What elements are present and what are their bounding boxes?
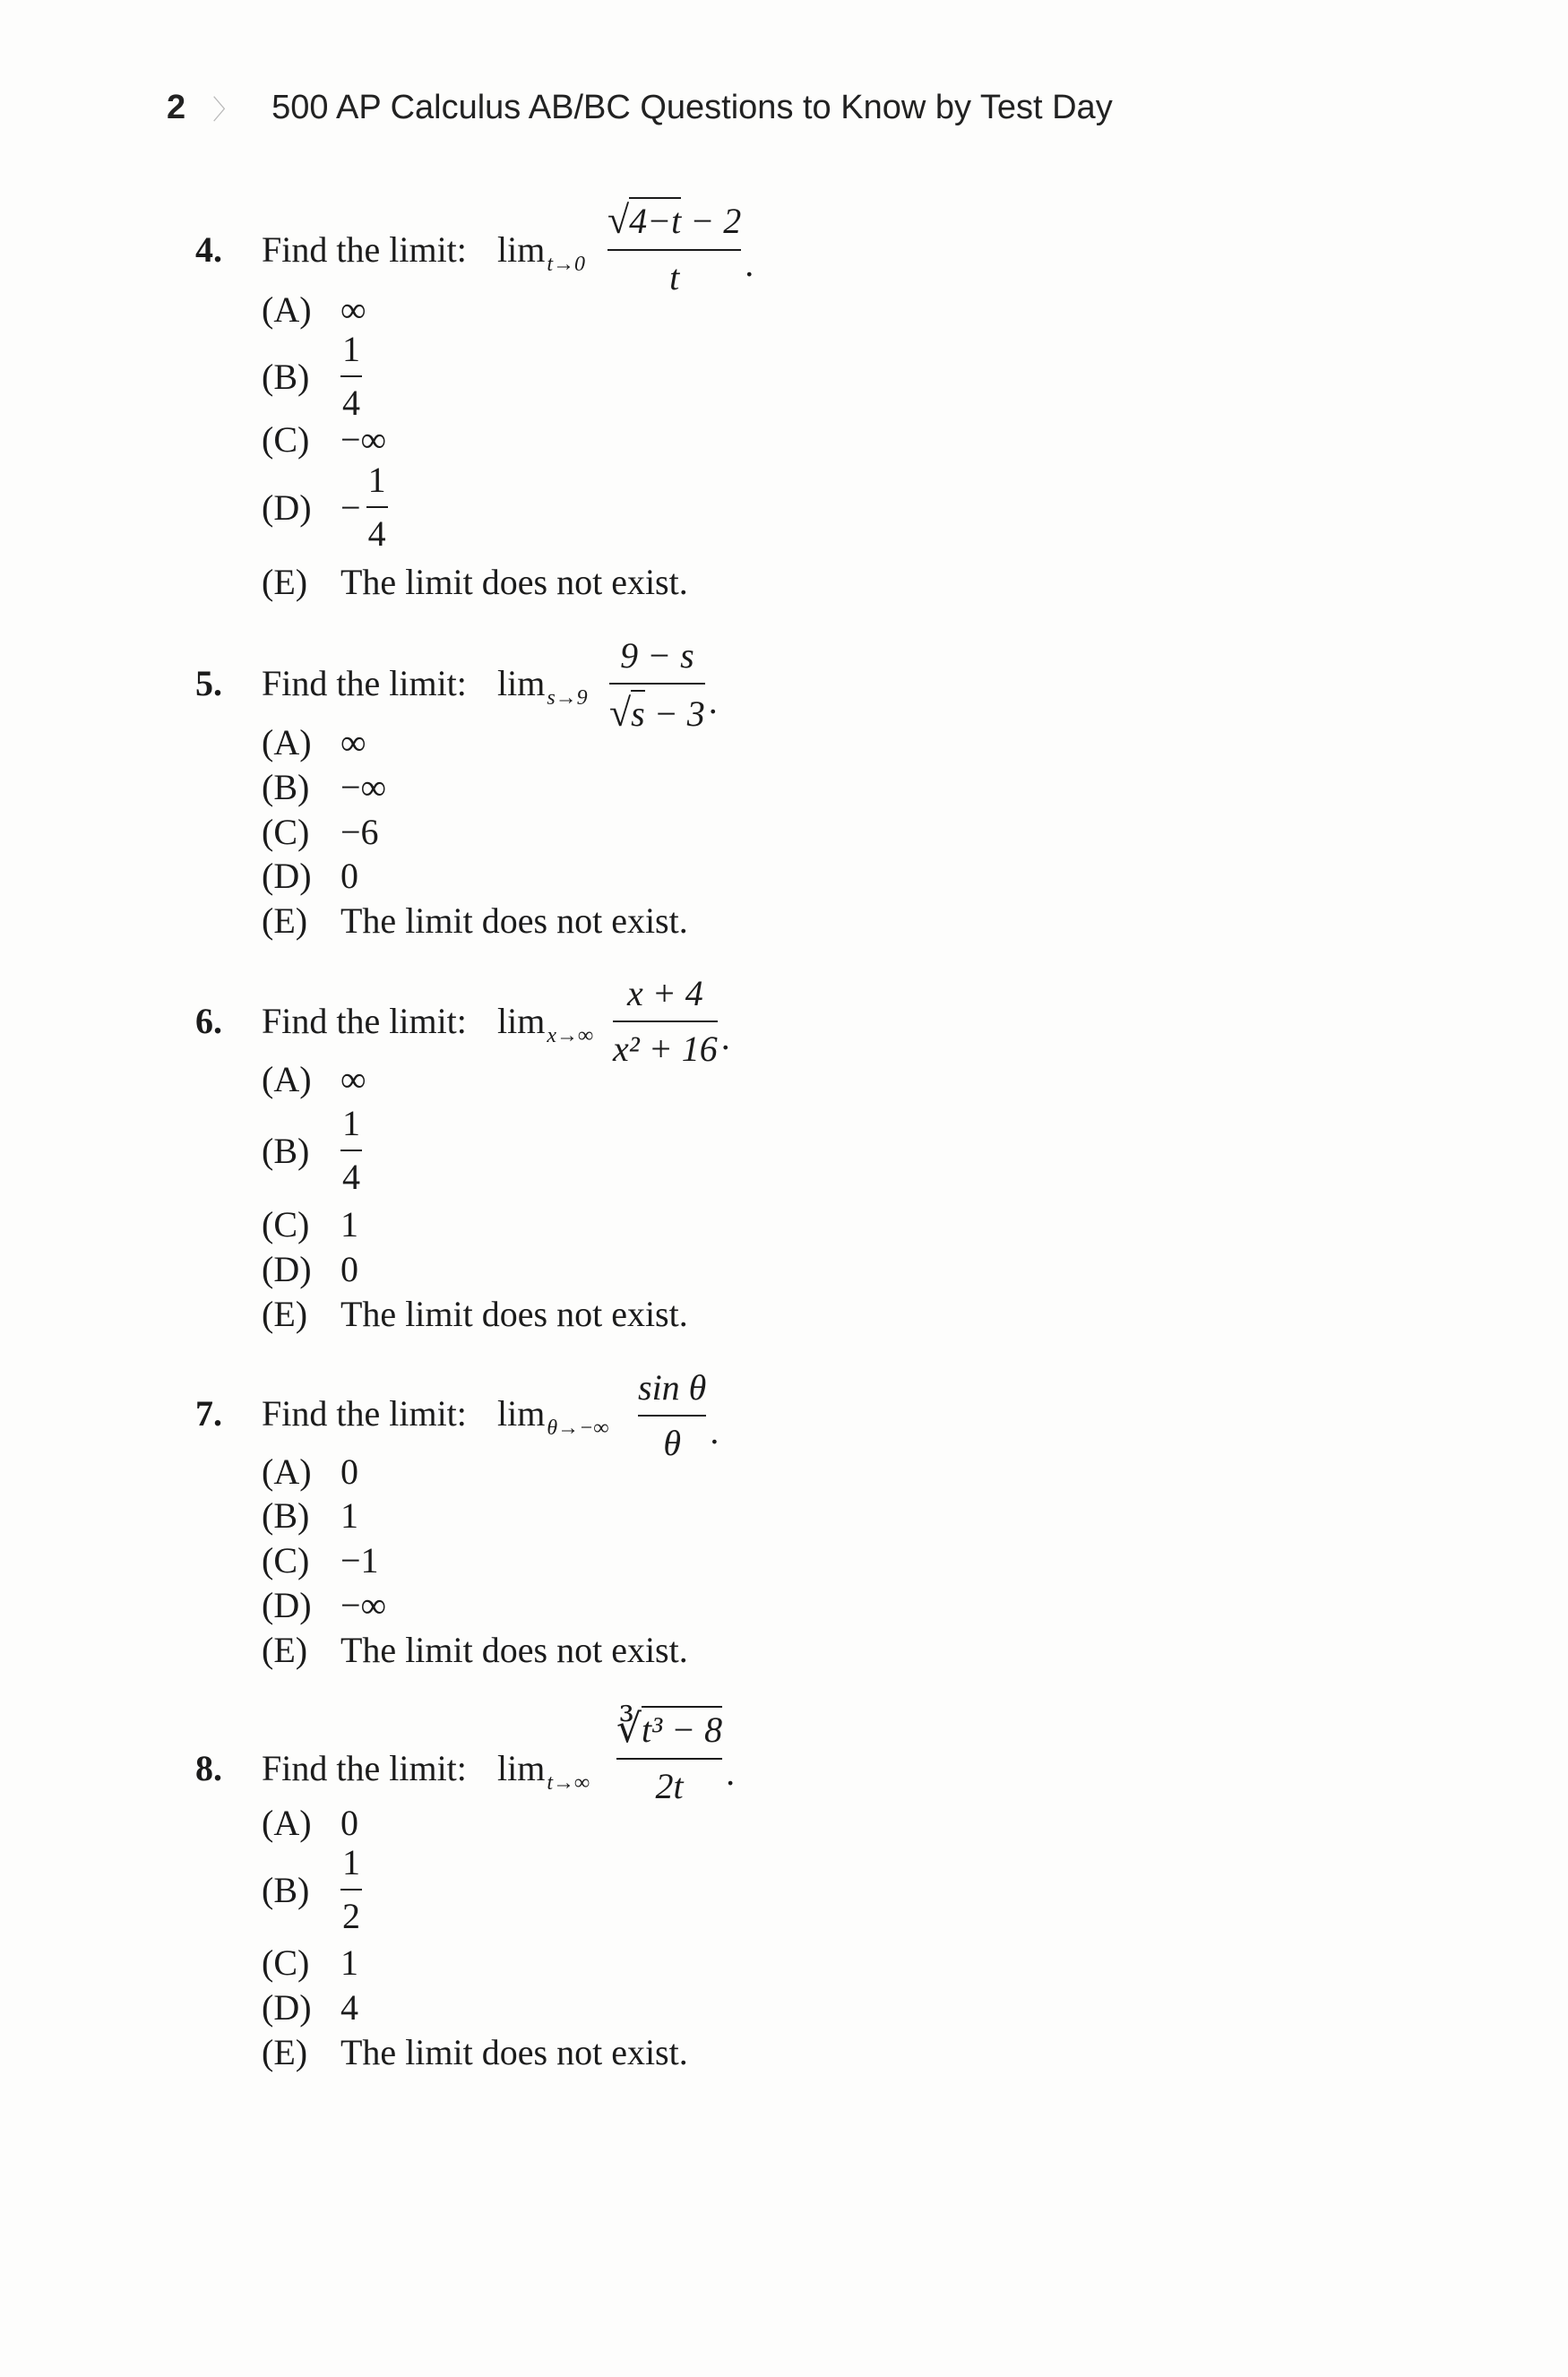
lim-label: lim [497,1001,546,1041]
fraction-bar [616,1758,722,1760]
choice-label: (B) [262,767,310,807]
page-number: 2 [167,88,186,126]
limit-fraction: 9 − s √s − 3 . [609,635,718,735]
choice-label: (A) [262,1803,312,1843]
choice-label: (E) [262,1294,308,1334]
choice-e [262,1629,688,1671]
choice-value: The limit does not exist. [340,900,688,941]
choice-a [262,721,366,763]
choice-label: (E) [262,562,308,602]
choice-fraction [340,1842,362,1936]
choice-a [262,1451,358,1493]
choice-e [262,1293,688,1335]
radicand: s [631,690,645,734]
choice-value: 1 [340,1495,358,1536]
choice-e [262,2031,688,2073]
choice-value: The limit does not exist. [340,2032,688,2072]
lim-subscript: x→∞ [547,1024,594,1047]
lim-label: lim [497,1748,546,1788]
numerator-rest: − 2 [681,201,742,241]
fraction-numerator: 9 − s [620,635,694,676]
choice-label: (A) [262,1059,312,1099]
limit-fraction: √4−t − 2 t . [607,198,754,297]
limit-expression [497,228,585,277]
lim-subscript: t→0 [547,253,586,276]
choice-c [262,1203,358,1245]
fraction-numerator: x + 4 [627,973,703,1013]
fraction-denominator: 2t [655,1766,684,1806]
choice-e [262,900,688,942]
fraction-bar [607,249,741,251]
choice-d [262,855,358,897]
choice-value: The limit does not exist. [340,1294,688,1334]
choice-e [262,561,688,603]
choice-label: (D) [262,1249,312,1289]
choice-denominator: 4 [342,1157,360,1197]
choice-c [262,811,379,853]
question-prompt: Find the limit: [262,663,467,703]
choice-a [262,289,366,331]
choice-fraction [366,462,388,552]
chevron-right-icon: 〉 [212,96,240,125]
choice-label: (A) [262,289,312,330]
lim-label: lim [497,1393,546,1434]
choice-label: (E) [262,2032,308,2072]
choice-label: (C) [262,419,310,460]
choice-b [262,1842,362,1936]
choice-b [262,1103,362,1197]
fraction-denominator: x² + 16 [613,1029,718,1069]
choice-label: (C) [262,1540,310,1580]
question-prompt: Find the limit: [262,1393,467,1434]
choice-label: (D) [262,1585,312,1625]
choice-value: −6 [340,812,379,852]
choice-value: −∞ [340,419,387,460]
choice-value: 0 [340,1803,358,1843]
radicand: 4−t [629,197,681,241]
choice-c [262,1539,379,1581]
choice-numerator: 1 [342,1103,360,1143]
choice-label: (C) [262,1204,310,1244]
fraction-bar [638,1415,706,1417]
limit-expression [497,662,588,711]
choice-label: (D) [262,487,312,528]
choice-sign: − [340,487,361,528]
question-prompt: Find the limit: [262,229,467,270]
choice-value: −∞ [340,767,387,807]
choice-value: ∞ [340,289,366,330]
choice-numerator: 1 [342,329,360,369]
choice-denominator: 2 [342,1896,360,1936]
choice-d [262,462,388,552]
choice-label: (C) [262,812,310,852]
limit-expression [497,1000,593,1048]
fraction-numerator [607,198,742,242]
fraction-denominator: t [669,257,680,297]
choice-b [262,1494,358,1537]
question-number: 5. [195,663,222,703]
choice-value: 4 [340,1987,358,2028]
square-root-symbol: √ [609,691,632,735]
choice-value: 0 [340,856,358,896]
choice-value: −1 [340,1540,379,1580]
choice-numerator: 1 [342,1842,360,1882]
choice-label: (A) [262,722,312,762]
limit-expression [497,1392,608,1441]
choice-value: The limit does not exist. [340,562,688,602]
fraction-bar [609,683,705,685]
choice-a [262,1802,358,1844]
fraction-numerator: sin θ [638,1367,707,1408]
choice-d [262,1248,358,1290]
choice-value: ∞ [340,1059,366,1099]
question-number: 4. [195,229,222,270]
limit-expression [497,1747,590,1796]
lim-label: lim [497,663,546,703]
choice-label: (B) [262,356,310,397]
denominator-rest: − 3 [644,693,705,734]
question-prompt: Find the limit: [262,1748,467,1788]
choice-b [262,766,386,808]
choice-c [262,1942,358,1984]
fraction-denominator: θ [663,1423,681,1463]
radicand: t³ − 8 [642,1706,722,1750]
choice-a [262,1058,366,1100]
choice-d [262,1986,358,2028]
square-root-symbol: √ [607,198,630,242]
choice-denominator: 4 [367,513,386,554]
choice-label: (B) [262,1495,310,1536]
choice-label: (B) [262,1869,310,1910]
fraction-denominator [609,693,705,733]
question-number: 6. [195,1001,222,1041]
page-header [167,82,1113,133]
book-title: 500 AP Calculus AB/BC Questions to Know by Test Day [271,88,1113,126]
lim-subscript: s→9 [547,686,588,710]
fraction-numerator [616,1707,723,1751]
choice-value: 1 [340,1942,358,1983]
limit-fraction: sin θ θ . [638,1367,719,1463]
choice-label: (A) [262,1451,312,1492]
choice-b [262,329,362,423]
lim-subscript: t→∞ [547,1771,590,1795]
choice-value: ∞ [340,722,366,762]
limit-fraction: x + 4 x² + 16 . [613,973,730,1069]
choice-value: 1 [340,1204,358,1244]
choice-label: (D) [262,1987,312,2028]
choice-value: 0 [340,1249,358,1289]
cube-root-symbol: ∛ [616,1707,642,1751]
question-prompt: Find the limit: [262,1001,467,1041]
choice-label: (C) [262,1942,310,1983]
choice-label: (E) [262,900,308,941]
choice-label: (E) [262,1630,308,1670]
choice-value: The limit does not exist. [340,1630,688,1670]
choice-c [262,418,386,461]
choice-denominator: 4 [342,383,360,423]
choice-label: (D) [262,856,312,896]
question-number: 8. [195,1748,222,1788]
choice-value: −∞ [340,1585,387,1625]
question-number: 7. [195,1393,222,1434]
choice-value: 0 [340,1451,358,1492]
choice-label: (B) [262,1130,310,1171]
choice-numerator: 1 [367,460,386,500]
choice-fraction [340,1103,362,1197]
fraction-bar [613,1021,718,1022]
lim-subscript: θ→−∞ [547,1417,609,1440]
choice-fraction [340,329,362,423]
limit-fraction: ∛t³ − 8 2t . [616,1707,736,1806]
lim-label: lim [497,229,546,270]
choice-d [262,1584,386,1626]
